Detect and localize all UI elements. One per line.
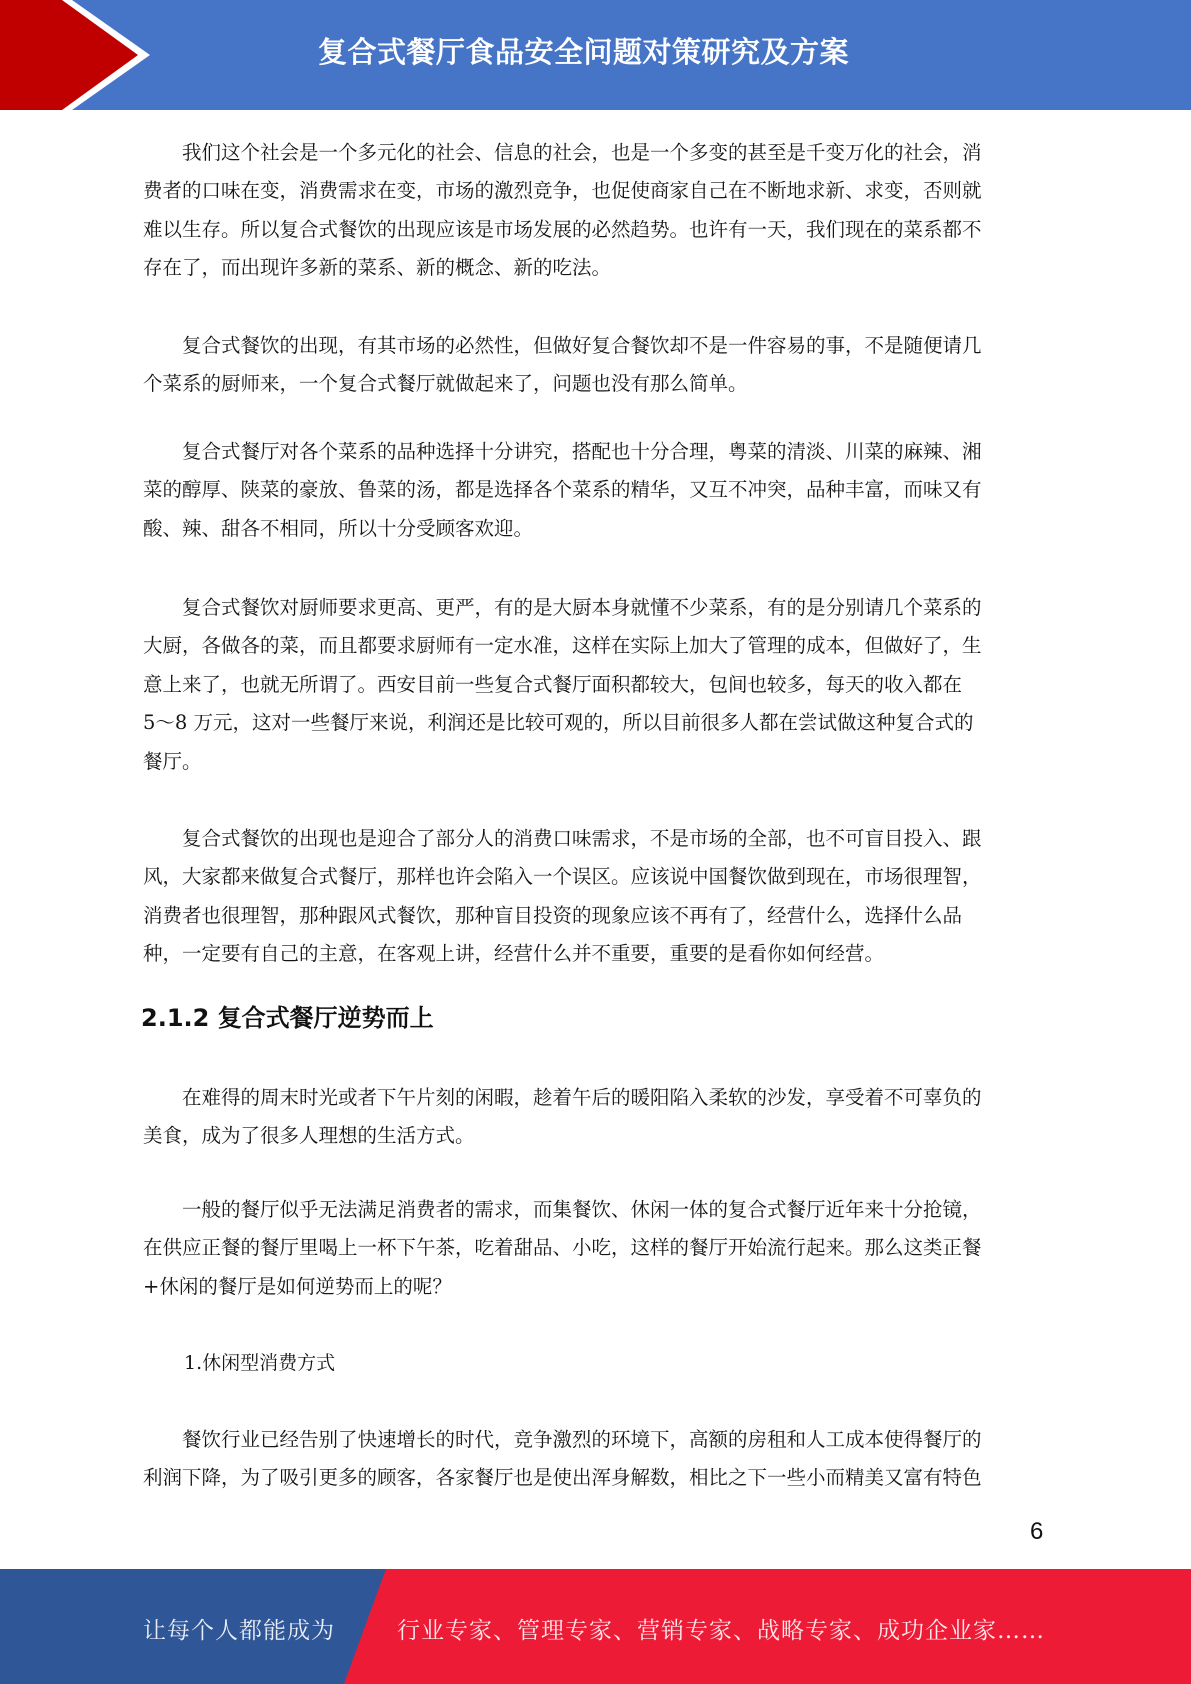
text-line: 费者的口味在变，消费需求在变，市场的激烈竞争，也促使商家自己在不断地求新、求变，否则就 [143, 179, 982, 203]
text-line: 5～8 万元，这对一些餐厅来说，利润还是比较可观的，所以目前很多人都在尝试做这种复合式的 [143, 711, 974, 735]
paragraph [143, 589, 1047, 781]
paragraph [143, 433, 1047, 548]
text-line: 存在了，而出现许多新的菜系、新的概念、新的吃法。 [143, 256, 612, 280]
text-line: 复合式餐饮的出现也是迎合了部分人的消费口味需求，不是市场的全部，也不可盲目投入、跟 [182, 827, 982, 850]
text-line: 难以生存。所以复合式餐饮的出现应该是市场发展的必然趋势。也许有一天，我们现在的菜系都不 [143, 217, 982, 241]
text-line: 在供应正餐的餐厅里喝上一杯下午茶，吃着甜品、小吃，这样的餐厅开始流行起来。那么这类正餐 [143, 1236, 982, 1260]
text-line: 个菜系的厨师来，一个复合式餐厅就做起来了，问题也没有那么简单。 [143, 372, 748, 396]
text-line: 消费者也很理智，那种跟风式餐饮，那种盲目投资的现象应该不再有了，经营什么，选择什么品 [143, 903, 963, 927]
page-footer [0, 1569, 1191, 1684]
footer-slogan-right: 行业专家、管理专家、营销专家、战略专家、成功企业家…… [397, 1618, 1045, 1644]
text-line: 我们这个社会是一个多元化的社会、信息的社会，也是一个多变的甚至是千变万化的社会，消 [182, 141, 982, 164]
text-line: 种，一定要有自己的主意，在客观上讲，经营什么并不重要，重要的是看你如何经营。 [143, 942, 885, 966]
text-line: +休闲的餐厅是如何逆势而上的呢？ [143, 1274, 452, 1298]
text-line: 风，大家都来做复合式餐厅，那样也许会陷入一个误区。应该说中国餐饮做到现在，市场很理智， [143, 865, 982, 889]
text-line: 复合式餐厅对各个菜系的品种选择十分讲究，搭配也十分合理，粤菜的清淡、川菜的麻辣、湘 [182, 440, 982, 463]
section-heading: 2.1.2 复合式餐厅逆势而上 [141, 1004, 434, 1032]
text-line: 大厨，各做各的菜，而且都要求厨师有一定水准，这样在实际上加大了管理的成本，但做好了，生 [143, 634, 982, 658]
page-header [0, 0, 1191, 110]
text-line: 复合式餐饮对厨师要求更高、更严，有的是大厨本身就懂不少菜系，有的是分别请几个菜系的 [182, 596, 982, 619]
list-item-heading: 1.休闲型消费方式 [184, 1352, 336, 1374]
text-line: 美食，成为了很多人理想的生活方式。 [143, 1124, 475, 1148]
paragraph [143, 327, 1047, 404]
text-line: 复合式餐饮的出现，有其市场的必然性，但做好复合餐饮却不是一件容易的事，不是随便请几 [182, 334, 982, 357]
text-line: 餐饮行业已经告别了快速增长的时代，竞争激烈的环境下，高额的房租和人工成本使得餐厅的 [182, 1428, 982, 1451]
paragraph [143, 820, 1047, 974]
text-line: 餐厅。 [143, 749, 202, 773]
paragraph [143, 1191, 1047, 1306]
text-line: 菜的醇厚、陕菜的豪放、鲁菜的汤，都是选择各个菜系的精华，又互不冲突，品种丰富，而味又有 [143, 478, 982, 502]
text-line: 一般的餐厅似乎无法满足消费者的需求，而集餐饮、休闲一体的复合式餐厅近年来十分抢镜， [182, 1198, 982, 1221]
header-arrow-decoration [0, 0, 200, 110]
text-line: 意上来了，也就无所谓了。西安目前一些复合式餐厅面积都较大，包间也较多，每天的收入都在 [143, 672, 963, 696]
paragraph [143, 1079, 1047, 1156]
document-title: 复合式餐厅食品安全问题对策研究及方案 [318, 35, 850, 69]
paragraph [143, 134, 1047, 288]
text-line: 利润下降，为了吸引更多的顾客，各家餐厅也是使出浑身解数，相比之下一些小而精美又富有特色 [143, 1466, 982, 1490]
footer-slogan-left: 让每个人都能成为 [143, 1618, 335, 1644]
page-number: 6 [1030, 1518, 1044, 1545]
text-line: 在难得的周末时光或者下午片刻的闲暇，趁着午后的暖阳陷入柔软的沙发，享受着不可辜负的 [182, 1086, 982, 1109]
text-line: 酸、辣、甜各不相同，所以十分受顾客欢迎。 [143, 516, 534, 540]
paragraph [143, 1421, 1047, 1498]
